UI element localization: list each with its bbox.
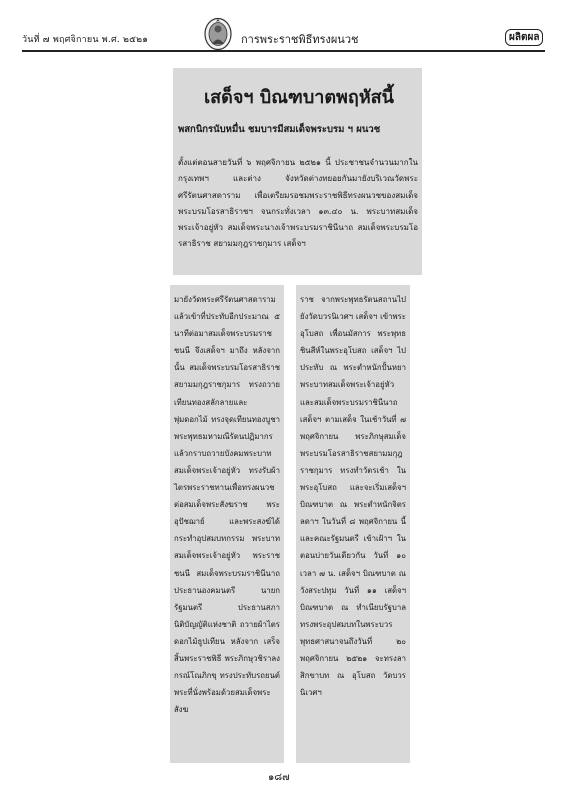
page-number: ๑๘๗ — [268, 772, 290, 783]
lead-paragraph: ตั้งแต่ตอนสายวันที่ ๖ พฤศจิกายน ๒๕๒๑ นี้ ประชาชนจำนวนมากในกรุงเทพฯ และต่าง จังหวัดต่างทยอยกันมายังบริเวณวัดพระศรีรัตนศาสดาราม เพื่อเตรียมรอชมพระราชพิธีทรงผนวชของสมเด็จพระบรมโอรสาธิราชฯ จนกระทั่งเวลา ๑๓.๔๐ น. พระบาทสมเด็จพระเจ้าอยู่หัว สมเด็จพระนางเจ้าพระบรมราชินีนาถ สมเด็จพระบรมโอรสาธิราช สยามมกุฎราชกุมาร เสด็จฯ — [178, 158, 418, 249]
news-subheadline: พสกนิกรนับหมื่น ชมบารมีสมเด็จพระบรม ฯ ผนวช — [178, 124, 381, 135]
article-column-left: มายังวัดพระศรีรัตนศาสดาราม แล้วเข้าที่ประทับอีกประมาณ ๕ นาทีต่อมาสมเด็จพระบรมราชชนนี จึงเสด็จฯ มาถึง หลังจากนั้น สมเด็จพระบรมโอรสาธิราชสยามมกุฎราชกุมาร ทรงถวายเทียนทองสลักลายและพุ่มดอกไม้ ทรงจุดเทียนทองบูชาพระพุทธมหามณีรัตนปฏิมากร แล้วกราบถวายบังคมพระบาทสมเด็จพระเจ้าอยู่หัว ทรงรับผ้าไตรพระราชทานเพื่อทรงผนวชต่อสมเด็จพระสังฆราช พระอุปัชฌาย์ และพระสงฆ์ได้กระทำอุปสมบทกรรม พระบาทสมเด็จพระเจ้าอยู่หัว พระราชชนนี สมเด็จพระบรมราชินีนาถ ประธานองคมนตรี นายกรัฐมนตรี ประธานสภานิติบัญญัติแห่งชาติ ถวายผ้าไตร ดอกไม้ธูปเทียน หลังจาก เสร็จสิ้นพระราชพิธี พระภิกษุวชิราลงกรณ์โณภิกขุ ทรงประทับรถยนต์พระที่นั่งพร้อมด้วยสมเด็จพระสังฆ — [174, 295, 280, 715]
header-title: การพระราชพิธีทรงผนวช — [241, 33, 359, 46]
news-headline: เสด็จฯ บิณฑบาตพฤหัสนี้ — [204, 87, 394, 108]
issue-date: วันที่ ๗ พฤศจิกายน พ.ศ. ๒๕๒๑ — [22, 35, 149, 45]
header-rule — [22, 50, 545, 52]
section-label: ผลิตผล — [505, 29, 543, 46]
article-column-right: ราช จากพระพุทธรัตนสถานไปยังวัดบวรนิเวศฯ เสด็จฯ เข้าพระอุโบสถ เพื่อนมัสการ พระพุทธชินสีห์ในพระอุโบสถ เสด็จฯ ไปประทับ ณ พระตำหนักปั้นหยา พระบาทสมเด็จพระเจ้าอยู่หัว และสมเด็จพระบรมราชินีนาถเสด็จฯ ตามเสด็จ ในเช้าวันที่ ๗ พฤศจิกายน พระภิกษุสมเด็จพระบรมโอรสาธิราชสยามมกุฎราชกุมาร ทรงทำวัตรเช้า ในพระอุโบสถ และจะเริ่มเสด็จฯ บิณฑบาต ณ พระตำหนักจิตรลดาฯ ในวันที่ ๘ พฤศจิกายน นี้ และคณะรัฐมนตรี เข้าเฝ้าฯ ในตอนบ่ายวันเดียวกัน วันที่ ๑๐ เวลา ๗ น. เสด็จฯ บิณฑบาต ณ วังสระปทุม วันที่ ๑๑ เสด็จฯ บิณฑบาต ณ ทำเนียบรัฐบาล ทรงพระอุปสมบทในพระบวรพุทธศาสนาจนถึงวันที่ ๒๐ พฤศจิกายน ๒๕๒๑ จะทรงลาสิกขาบท ณ อุโบสถ วัดบวรนิเวศฯ — [300, 295, 406, 698]
royal-emblem-icon — [203, 17, 233, 51]
